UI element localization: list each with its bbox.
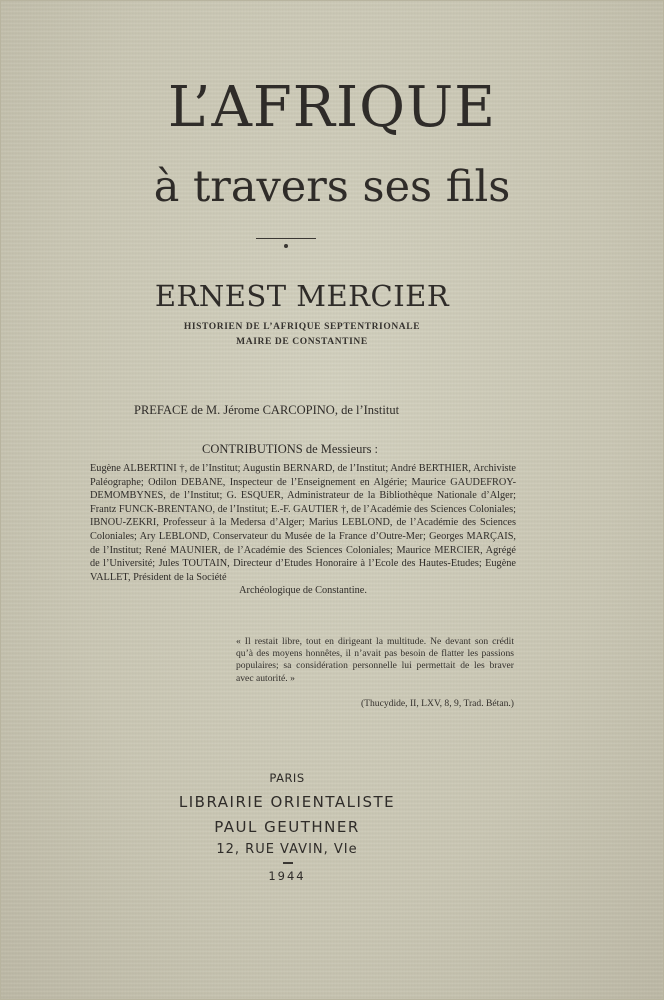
imprint-city: PARIS: [269, 771, 305, 785]
contributions-heading: CONTRIBUTIONS de Messieurs :: [202, 442, 379, 456]
epigraph-source: (Thucydide, II, LXV, 8, 9, Trad. Bétan.): [360, 698, 514, 709]
publication-year: 1944: [268, 869, 306, 883]
author-name: ERNEST MERCIER: [154, 279, 450, 313]
book-subtitle: à travers ses fils: [153, 162, 511, 212]
title-divider: [256, 238, 316, 239]
preface-credit: PREFACE de M. Jérome CARCOPINO, de l’Institut: [134, 403, 400, 417]
contributors-text-end: Archéologique de Constantine.: [239, 585, 367, 597]
contributors-text: Eugène ALBERTINI †, de l’Institut; Augustin BERNARD, de l’Institut; André BERTHIER, Archiviste Paléographe; Odilon DEBANE, Inspecteur de l’Enseignement en Algérie; Maurice GAUDEFROY-DEMOMBYNES, de l’Institut; G. ESQUER, Administrateur de la Bibliothèque Nationale d’Alger; Frantz FUNCK-BRENTANO, de l’Institut; E.-F. GAUTIER †, de l’Académie des Sciences Coloniales; IBNOU-ZEKRI, Professeur à la Medersa d’Alger; Marius LEBLOND, de l’Académie des Sciences Coloniales; Ary LEBLOND, Conservateur du Musée de la France d’Outre-Mer; Georges MARÇAIS, de l’Institut; René MAUNIER, de l’Académie des Sciences Coloniales; Maurice MERCIER, Agrégé de l’Université; Jules TOUTAIN, Directeur d’Etudes Honoraire à l’Ecole des Hautes-Etudes; Eugène VALLET, Président de la Société: [90, 463, 516, 583]
book-title: L’AFRIQUE: [167, 75, 497, 140]
title-divider-dot: [284, 244, 288, 248]
imprint-publisher-name: PAUL GEUTHNER: [214, 818, 360, 836]
imprint-publisher: LIBRAIRIE ORIENTALISTE: [178, 793, 396, 811]
author-title-mayor: MAIRE DE CONSTANTINE: [236, 337, 368, 347]
author-title-historian: HISTORIEN DE L’AFRIQUE SEPTENTRIONALE: [183, 322, 421, 332]
imprint-address: 12, RUE VAVIN, VIe: [216, 842, 358, 857]
epigraph-quote: « Il restait libre, tout en dirigeant la multitude. Ne devant son crédit qu’à des moyens honnêtes, il n’avait pas besoin de flatter les passions populaires; sa considération personnelle lui permettait de les braver avec autorité. »: [236, 636, 514, 684]
contributors-list: [90, 462, 516, 598]
imprint-divider: [283, 862, 293, 864]
